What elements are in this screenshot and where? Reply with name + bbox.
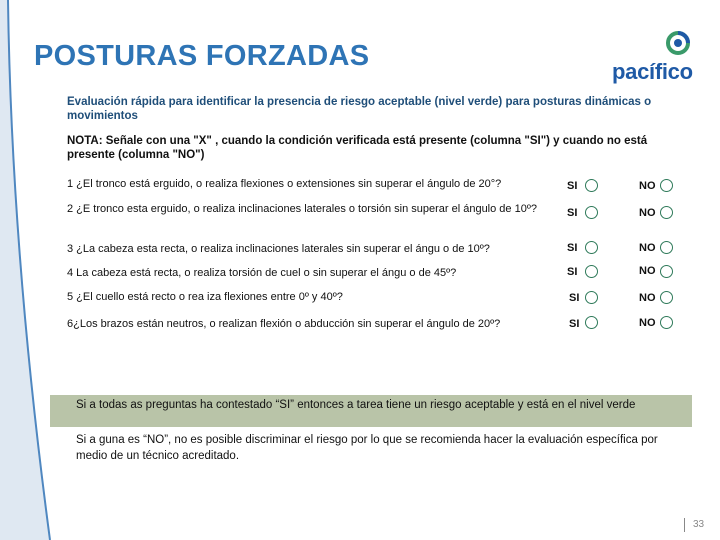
- si-label: SI: [567, 242, 578, 254]
- no-label: NO: [639, 180, 656, 192]
- decorative-side-curve: [0, 0, 60, 540]
- result-si-text: Si a todas as preguntas ha contestado “SI” entonces a tarea tiene un riesgo aceptable y está en el nivel verde: [76, 399, 636, 411]
- question-6: 6¿Los brazos están neutros, o realizan flexión o abducción sin superar el ángulo de 20º?: [67, 318, 501, 330]
- no-checkbox-5[interactable]: [660, 291, 673, 304]
- question-5: 5 ¿El cuello está recto o rea iza flexiones entre 0º y 40º?: [67, 291, 343, 303]
- no-checkbox-1[interactable]: [660, 179, 673, 192]
- intro-text: Evaluación rápida para identificar la presencia de riesgo aceptable (nivel verde) para posturas dinámicas o movimientos: [67, 96, 652, 122]
- si-checkbox-1[interactable]: [585, 179, 598, 192]
- note-text: NOTA: Señale con una "X" , cuando la condición verificada está presente (columna "SI") y cuando no está presente (columna "NO"): [67, 135, 648, 161]
- si-checkbox-2[interactable]: [585, 206, 598, 219]
- si-checkbox-3[interactable]: [585, 241, 598, 254]
- si-checkbox-4[interactable]: [585, 265, 598, 278]
- question-1: 1 ¿El tronco está erguido, o realiza flexiones o extensiones sin superar el ángulo de 20°?: [67, 178, 502, 190]
- no-label: NO: [639, 207, 656, 219]
- page-divider: [684, 518, 685, 532]
- si-label: SI: [569, 292, 580, 304]
- no-checkbox-3[interactable]: [660, 241, 673, 254]
- question-4: 4 La cabeza está recta, o realiza torsión de cuel o sin superar el ángu o de 45º?: [67, 267, 457, 279]
- no-label: NO: [639, 265, 656, 277]
- result-no-text: Si a guna es “NO”, no es posible discriminar el riesgo por lo que se recomienda hacer la evaluación específica por medio de un técnico acreditado.: [76, 434, 658, 462]
- question-3: 3 ¿La cabeza esta recta, o realiza inclinaciones laterales sin superar el ángu o de 10º?: [67, 243, 490, 255]
- page-title: POSTURAS FORZADAS: [34, 40, 370, 72]
- no-label: NO: [639, 317, 656, 329]
- no-checkbox-2[interactable]: [660, 206, 673, 219]
- si-label: SI: [567, 207, 578, 219]
- no-label: NO: [639, 292, 656, 304]
- si-checkbox-6[interactable]: [585, 316, 598, 329]
- no-checkbox-4[interactable]: [660, 265, 673, 278]
- question-2: 2 ¿E tronco esta erguido, o realiza inclinaciones laterales o torsión sin superar el ángulo de 10º?: [67, 203, 537, 215]
- si-label: SI: [567, 266, 578, 278]
- si-label: SI: [569, 318, 580, 330]
- si-label: SI: [567, 180, 578, 192]
- page-number: 33: [693, 519, 705, 530]
- no-label: NO: [639, 242, 656, 254]
- no-checkbox-6[interactable]: [660, 316, 673, 329]
- pacifico-logo: pacífico: [612, 59, 693, 84]
- si-checkbox-5[interactable]: [585, 291, 598, 304]
- pacifico-logo-icon: [656, 30, 690, 58]
